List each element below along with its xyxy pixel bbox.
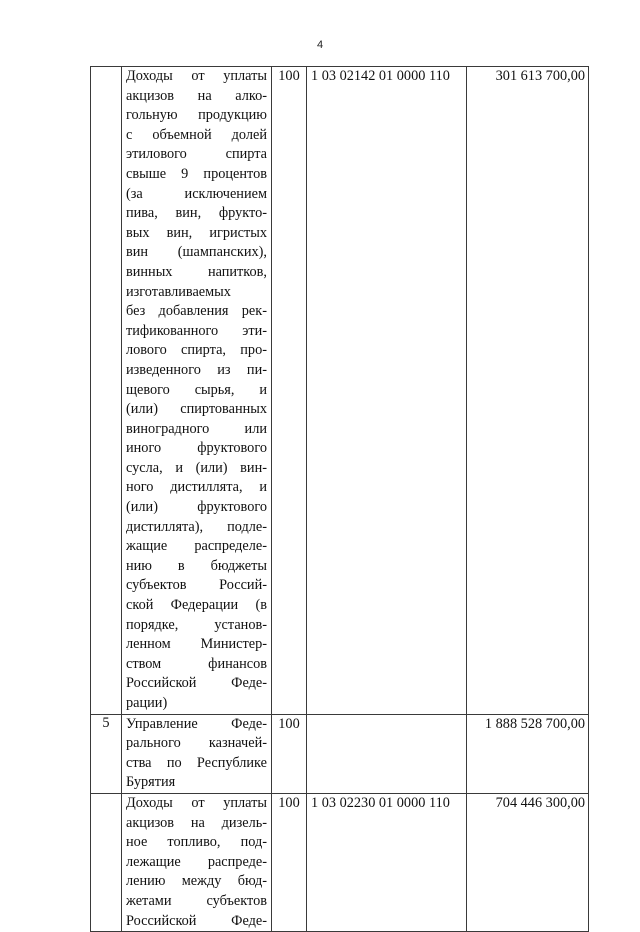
name-line: акцизов на алко-	[126, 87, 267, 104]
name-line: Доходы от уплаты	[126, 794, 267, 811]
name-line: Управление Феде-	[126, 715, 267, 732]
name-line: Бурятия	[126, 774, 176, 791]
revenue-name-cell	[122, 793, 272, 931]
name-line: акцизов на дизель-	[126, 814, 267, 831]
name-line: ства по Республике	[126, 754, 267, 771]
administrator-code-cell: 100	[272, 793, 307, 931]
name-line: сусла, и (или) вин-	[126, 459, 267, 476]
name-line: вых вин, игристых	[126, 224, 267, 241]
budget-classification-code-cell: 1 03 02142 01 0000 110	[307, 67, 467, 715]
name-line: рации)	[126, 695, 168, 711]
name-line: винных напитков,	[126, 263, 267, 280]
name-line: Российской Феде-	[126, 912, 267, 929]
administrator-code-cell: 100	[272, 714, 307, 793]
row-number-cell	[91, 793, 122, 931]
name-line: тификованного эти-	[126, 322, 267, 339]
name-line: изведенного из пи-	[126, 361, 267, 378]
amount-cell: 1 888 528 700,00	[467, 714, 589, 793]
name-line: ством финансов	[126, 655, 267, 672]
name-line: ного дистиллята, и	[126, 479, 267, 496]
name-line: щевого сырья, и	[126, 381, 267, 398]
budget-classification-code-cell	[307, 714, 467, 793]
row-number-cell	[91, 67, 122, 715]
name-line: лению между бюд-	[126, 873, 267, 890]
table-row	[91, 67, 589, 715]
name-line: дистиллята), подле-	[126, 518, 267, 535]
name-line: лежащие распреде-	[126, 853, 267, 870]
name-line: иного фруктового	[126, 440, 267, 457]
name-line: с объемной долей	[126, 126, 267, 143]
name-line: (за исключением	[126, 185, 267, 202]
name-line: (или) фруктового	[126, 499, 267, 516]
revenue-name-cell	[122, 67, 272, 715]
name-line: этилового спирта	[126, 146, 267, 163]
administrator-code-cell: 100	[272, 67, 307, 715]
amount-cell: 704 446 300,00	[467, 793, 589, 931]
revenue-name-cell	[122, 714, 272, 793]
name-line: ное топливо, под-	[126, 834, 267, 851]
table-row	[91, 793, 589, 931]
name-line: жащие распределе-	[126, 538, 267, 555]
name-line: виноградного или	[126, 420, 267, 437]
name-line: субъектов Россий-	[126, 577, 267, 594]
name-line: вин (шампанских),	[126, 244, 267, 261]
name-line: Доходы от уплаты	[126, 68, 267, 84]
budget-classification-code-cell: 1 03 02230 01 0000 110	[307, 793, 467, 931]
name-line: свыше 9 процентов	[126, 165, 267, 182]
name-line: порядке, установ-	[126, 616, 267, 633]
name-line: изготавливаемых	[126, 283, 231, 300]
table-row	[91, 714, 589, 793]
name-line: жетами субъектов	[126, 892, 267, 909]
budget-revenue-table	[90, 66, 589, 932]
name-line: (или) спиртованных	[126, 401, 267, 418]
name-line: рального казначей-	[126, 735, 267, 752]
name-line: Российской Феде-	[126, 675, 267, 692]
name-line: ленном Министер-	[126, 636, 267, 653]
amount-cell: 301 613 700,00	[467, 67, 589, 715]
row-number-cell: 5	[91, 714, 122, 793]
name-line: лового спирта, про-	[126, 342, 267, 359]
name-line: ской Федерации (в	[126, 597, 267, 614]
name-line: гольную продукцию	[126, 107, 267, 124]
name-line: без добавления рек-	[126, 303, 267, 320]
name-line: нию в бюджеты	[126, 557, 267, 574]
page-number: 4	[316, 39, 324, 51]
name-line: пива, вин, фрукто-	[126, 205, 267, 222]
